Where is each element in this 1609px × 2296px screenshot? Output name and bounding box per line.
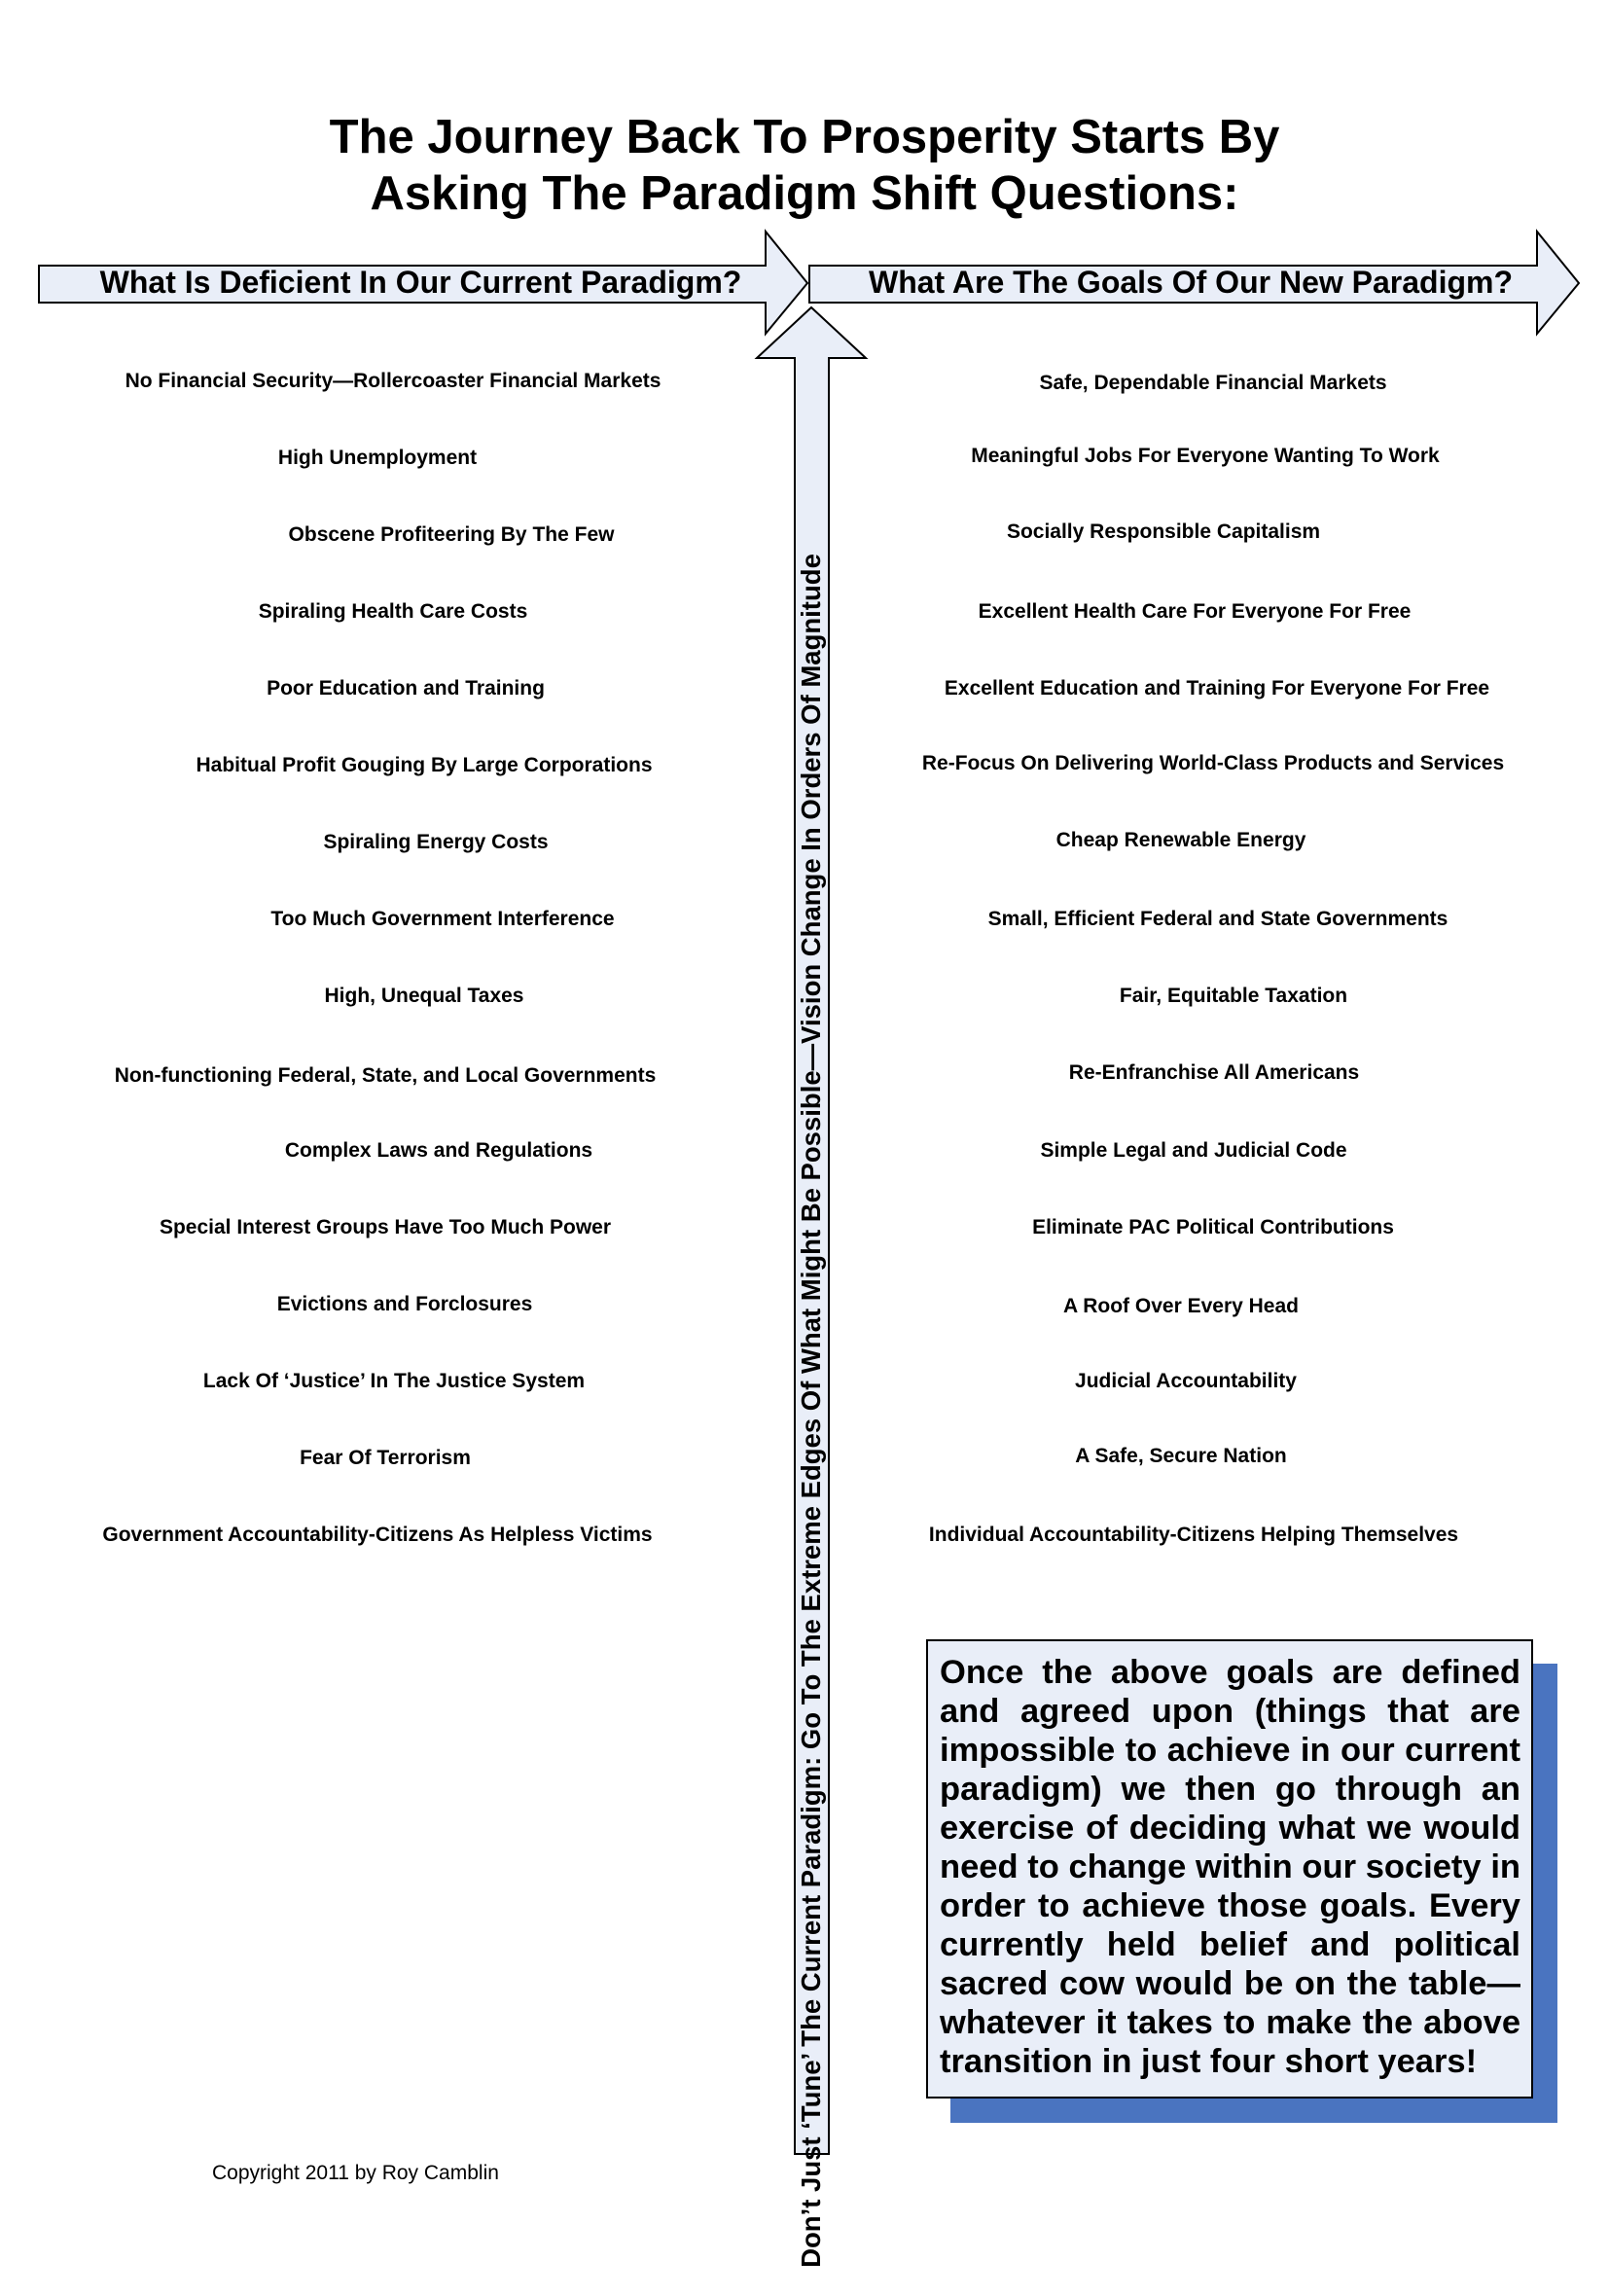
title-line-1: The Journey Back To Prosperity Starts By [329,111,1280,163]
deficiency-item: Government Accountability-Citizens As Helpless Victims [102,1524,653,1546]
deficiency-item: Spiraling Health Care Costs [258,600,528,623]
deficiency-item: Fear Of Terrorism [300,1447,471,1469]
goal-item: Socially Responsible Capitalism [1006,520,1321,543]
goal-item: Excellent Health Care For Everyone For Free [978,600,1412,623]
deficiency-item: Habitual Profit Gouging By Large Corporations [196,754,653,776]
deficiency-item: Non-functioning Federal, State, and Local Governments [114,1064,657,1087]
goal-item: Eliminate PAC Political Contributions [1032,1216,1394,1238]
deficiency-item: High, Unequal Taxes [324,985,524,1007]
copyright: Copyright 2011 by Roy Camblin [212,2162,499,2184]
deficiency-item: High Unemployment [277,447,478,469]
goal-item: Meaningful Jobs For Everyone Wanting To Work [971,445,1440,467]
right-column-header: What Are The Goals Of Our New Paradigm? [868,265,1514,300]
title-line-2: Asking The Paradigm Shift Questions: [370,167,1239,220]
vertical-arrow-label: Don’t Just ‘Tune’ The Current Paradigm: Go To The Extreme Edges Of What Might Be Possible—Vision Change In Orders Of Magnitude [796,554,826,2268]
deficiency-item: Complex Laws and Regulations [284,1139,593,1162]
goal-item: A Safe, Secure Nation [1075,1445,1287,1467]
goal-item: Individual Accountability-Citizens Helping Themselves [928,1524,1459,1546]
goal-item: Re-Focus On Delivering World-Class Products and Services [921,752,1505,774]
note-box: Once the above goals are defined and agreed upon (things that are impossible to achieve in our current paradigm) we then go through an exercise of deciding what we would need to change within our society in order to achieve those goals. Every currently held belief and political sacred cow would be on the table—whatever it takes to make the above transition in just four short years! [926,1639,1533,2099]
deficiency-item: No Financial Security—Rollercoaster Financial Markets [125,370,661,392]
goal-item: A Roof Over Every Head [1063,1295,1299,1317]
goal-item: Judicial Accountability [1075,1370,1297,1392]
goal-item: Re-Enfranchise All Americans [1068,1061,1360,1084]
goal-item: Excellent Education and Training For Everyone For Free [944,677,1490,700]
goal-item: Simple Legal and Judicial Code [1040,1139,1347,1162]
deficiency-item: Poor Education and Training [267,677,545,700]
goal-item: Small, Efficient Federal and State Governments [987,908,1448,930]
deficiency-item: Too Much Government Interference [270,908,615,930]
goal-item: Cheap Renewable Energy [1055,829,1306,851]
left-column-header: What Is Deficient In Our Current Paradigm? [99,265,742,300]
deficiency-item: Spiraling Energy Costs [323,831,549,853]
goal-item: Fair, Equitable Taxation [1119,985,1348,1007]
deficiency-item: Obscene Profiteering By The Few [288,523,615,546]
deficiency-item: Evictions and Forclosures [276,1293,533,1315]
goal-item: Safe, Dependable Financial Markets [1039,372,1387,394]
deficiency-item: Lack Of ‘Justice’ In The Justice System [202,1370,586,1392]
deficiency-item: Special Interest Groups Have Too Much Power [159,1216,612,1238]
